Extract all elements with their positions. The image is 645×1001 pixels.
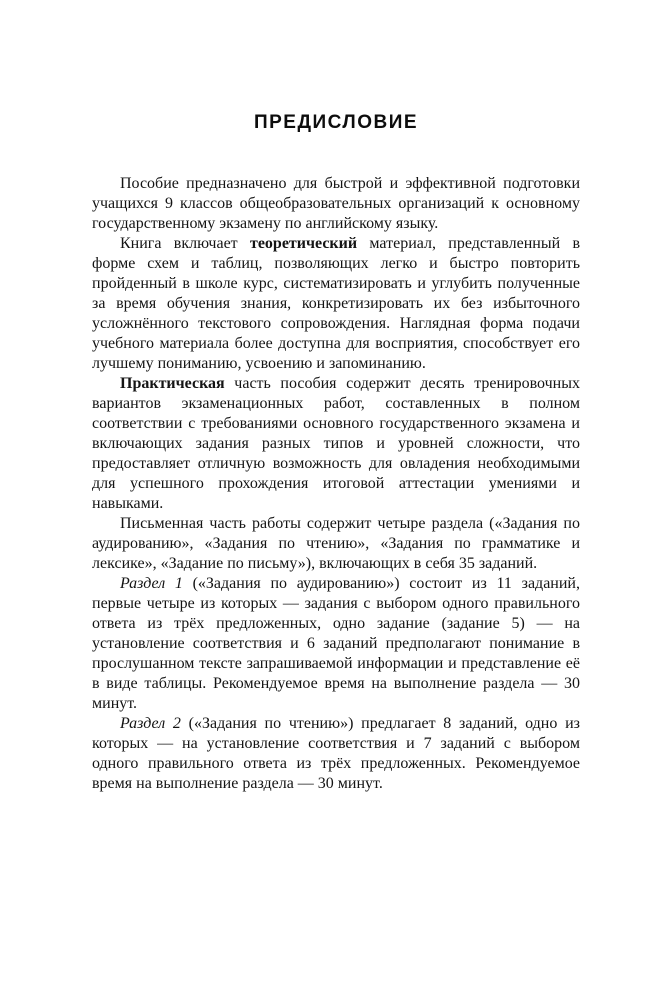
paragraph (92, 574, 580, 714)
bold-term: Практическая (120, 375, 225, 392)
text-run: Письменная часть работы содержит четыре раздела («Задания по аудированию», «Задания по чтению», «Задания по грамматике и лексике», «Задание по письму»), включающих в себя 35 заданий. (92, 515, 580, 572)
paragraph (92, 374, 580, 514)
text-run: («Задания по аудированию») состоит из 11 заданий, первые четыре из которых — задания с выбором одного правильного ответа из трёх предложенных, одно задание (задание 5) — на установление соответствия и 6 заданий предполагают понимание в прослушанном тексте запрашиваемой информации и представление её в виде таблицы. Рекомендуемое время на выполнение раздела — 30 минут. (92, 575, 580, 712)
paragraph (92, 234, 580, 374)
text-run: Книга включает (120, 235, 250, 252)
text-run: часть пособия содержит десять тренировочных вариантов экзаменационных работ, составленных в полном соответствии с требованиями основного государственного экзамена и включающих задания разных типов и уровней сложности, что предоставляет отличную возможность для овладения необходимыми для успешного прохождения итоговой аттестации умениями и навыками. (92, 375, 580, 512)
text-run: материал, представленный в форме схем и таблиц, позволяющих легко и быстро повторить пройденный в школе курс, систематизировать и углубить полученные за время обучения знания, конкретизировать их без избыточного усложнённого текстового сопровождения. Наглядная форма подачи учебного материала более доступна для восприятия, способствует его лучшему пониманию, усвоению и запоминанию. (92, 235, 580, 372)
text-run: («Задания по чтению») предлагает 8 заданий, одно из которых — на установление соответствия и 7 заданий с выбором одного правильного ответа из трёх предложенных. Рекомендуемое время на выполнение раздела — 30 минут. (92, 715, 580, 792)
section-term: Раздел 2 (120, 715, 181, 732)
paragraph (92, 714, 580, 794)
page-title: ПРЕДИСЛОВИЕ (253, 112, 419, 133)
section-term: Раздел 1 (120, 575, 183, 592)
paragraph (92, 174, 580, 234)
preface-text (92, 174, 580, 794)
text-run: Пособие предназначено для быстрой и эффективной подготовки учащихся 9 классов общеобразовательных организаций к основному государственному экзамену по английскому языку. (92, 175, 580, 232)
bold-term: теоретический (249, 235, 358, 252)
paragraph (92, 514, 580, 574)
